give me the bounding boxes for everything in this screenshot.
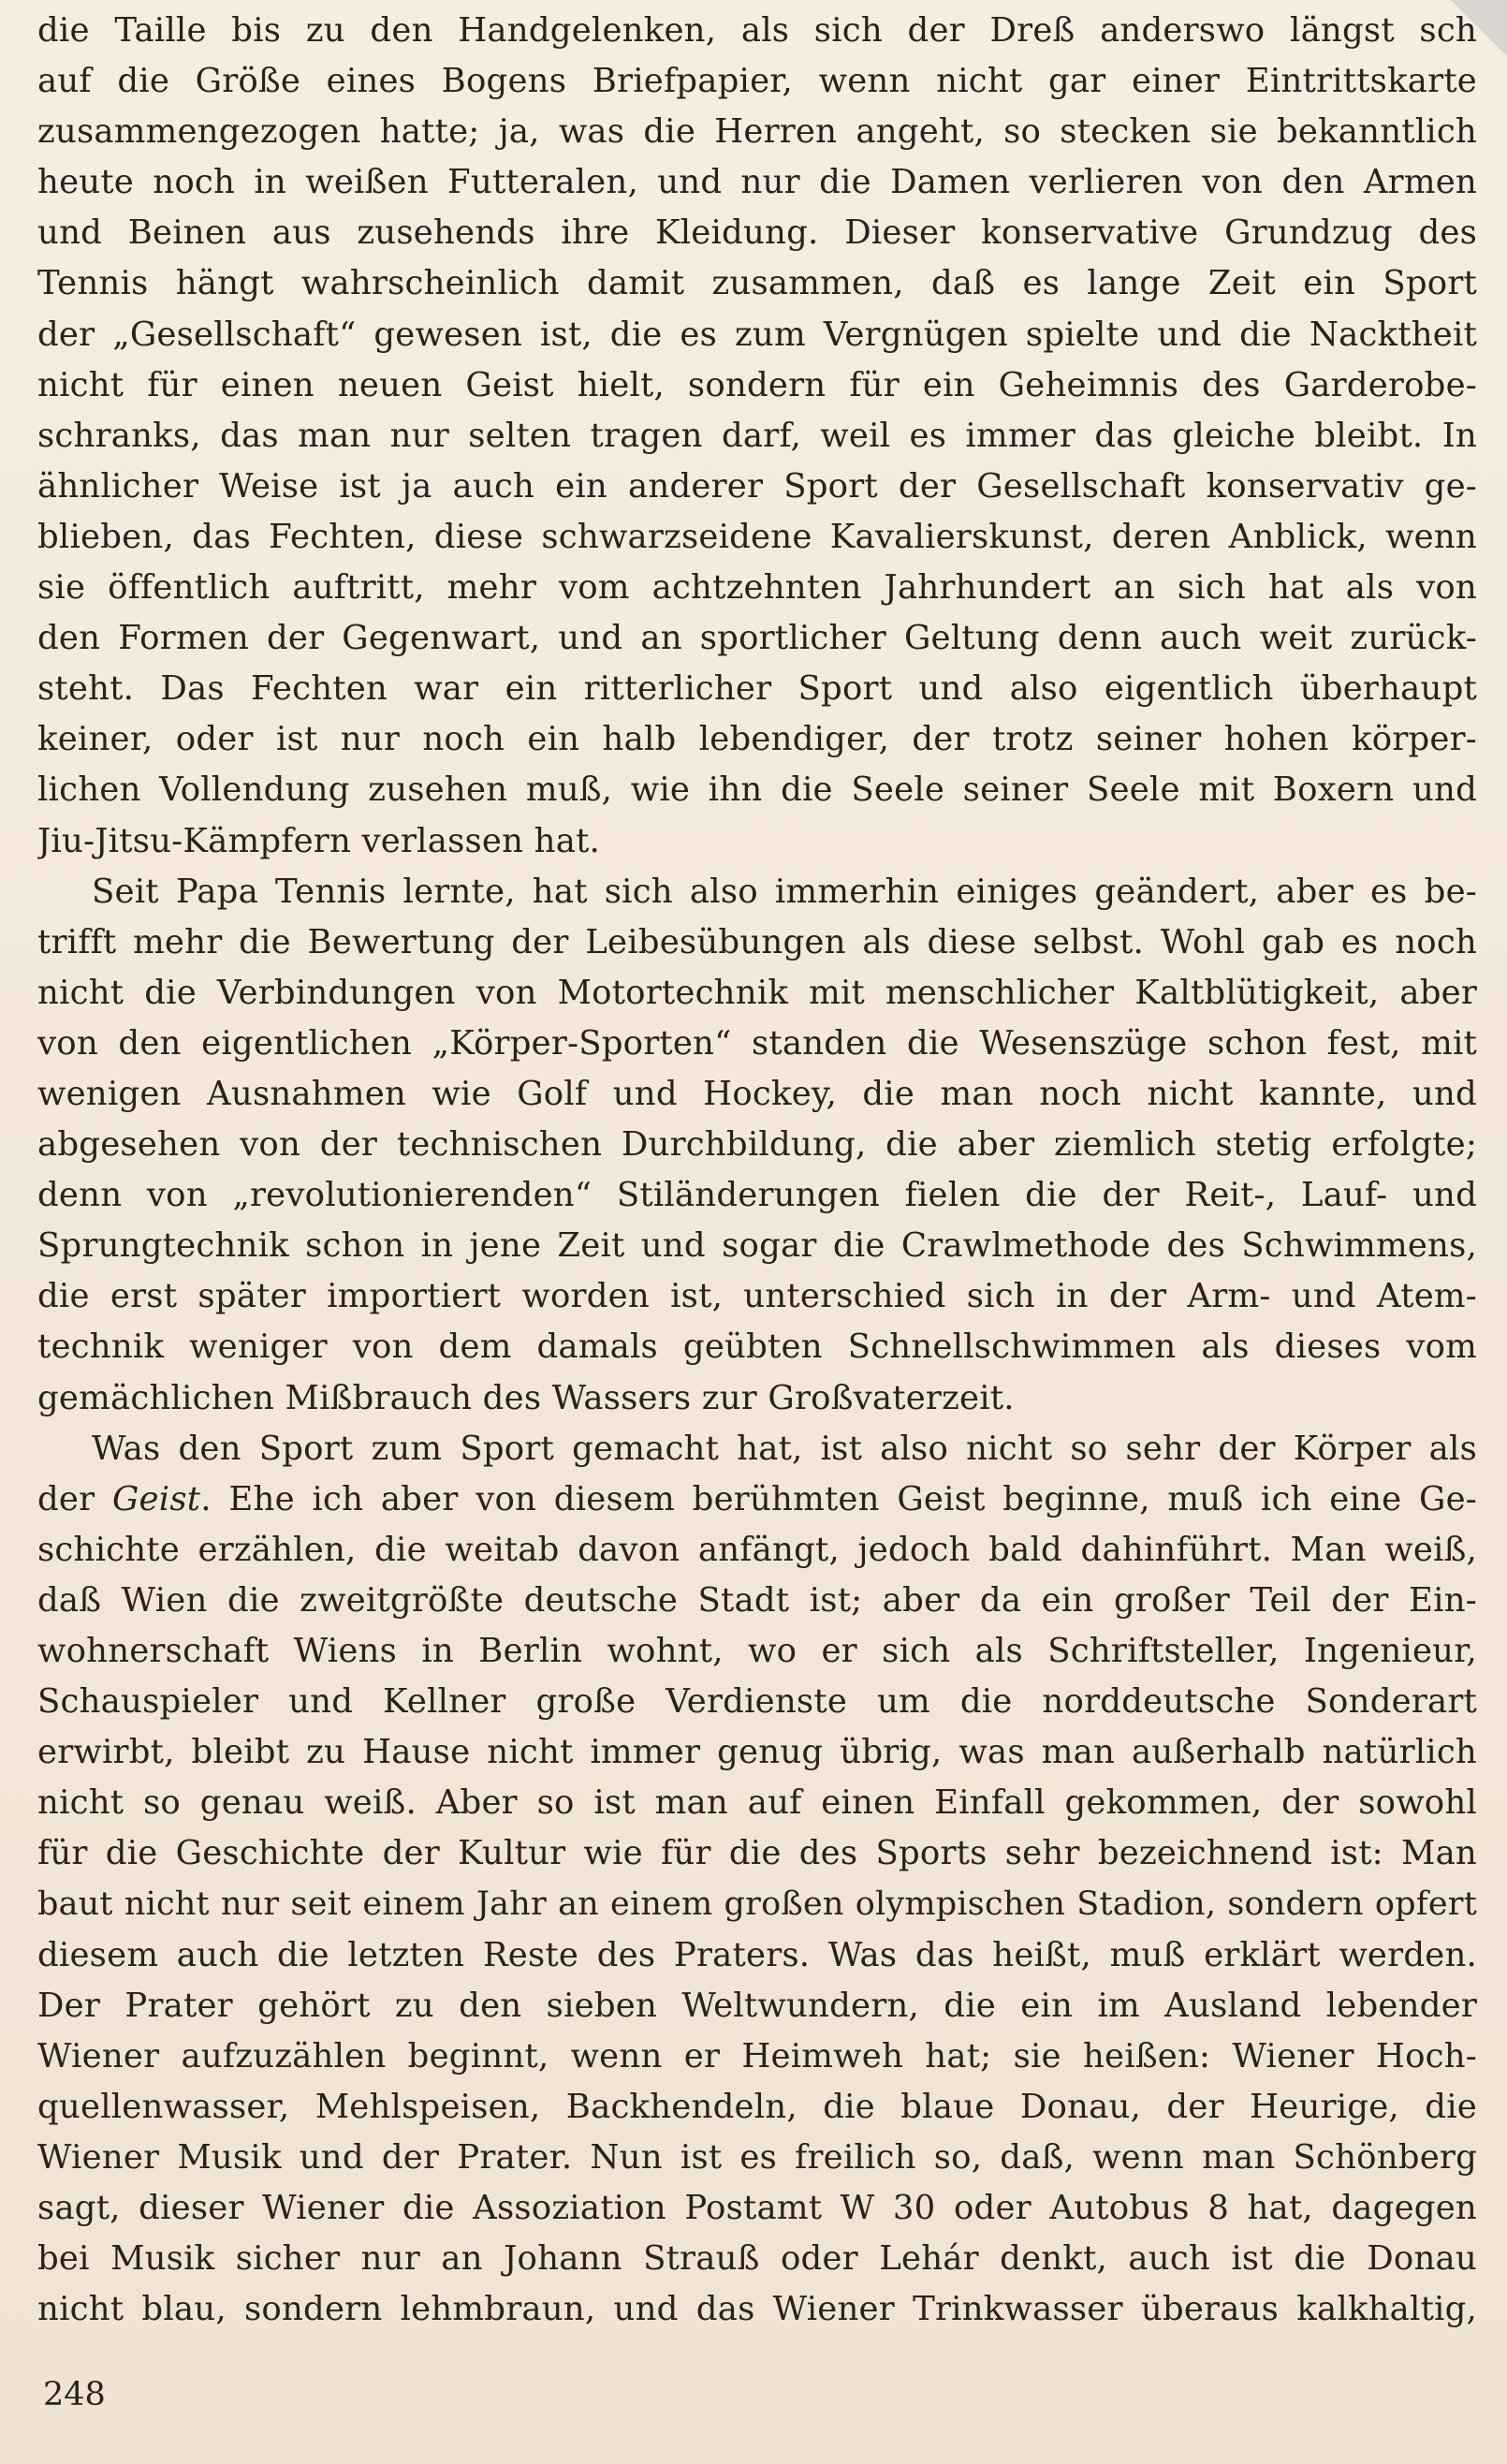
emphasis: Geist — [112, 1479, 201, 1518]
text-line: Schauspieler und Kellner große Verdienste um die norddeutsche Sonderart — [37, 1682, 1477, 1722]
text-line: erwirbt, bleibt zu Hause nicht immer genug übrig, was man außerhalb natürlich — [37, 1733, 1477, 1772]
text-line: wenigen Ausnahmen wie Golf und Hockey, die man noch nicht kannte, und — [37, 1074, 1477, 1113]
text-line: nicht so genau weiß. Aber so ist man auf einen Einfall gekommen, der sowohl — [37, 1783, 1477, 1823]
text-line: nicht die Verbindungen von Motortechnik mit menschlicher Kaltblütigkeit, aber — [37, 973, 1477, 1012]
text-line: Seit Papa Tennis lernte, hat sich also immerhin einiges geändert, aber es be- — [92, 872, 1477, 911]
text-line: Jiu-Jitsu-Kämpfern verlassen hat. — [37, 821, 601, 860]
text-line: Sprungtechnik schon in jene Zeit und sogar die Crawlmethode des Schwimmens, — [37, 1226, 1477, 1266]
text-line: abgesehen von der technischen Durchbildung, die aber ziemlich stetig erfolgte; — [37, 1125, 1477, 1165]
page-number: 248 — [43, 2376, 106, 2413]
text-line: die Taille bis zu den Handgelenken, als sich der Dreß anderswo längst sch — [37, 11, 1477, 50]
text-line: sagt, dieser Wiener die Assoziation Postamt W 30 oder Autobus 8 hat, dagegen — [37, 2189, 1477, 2228]
text-line: quellenwasser, Mehlspeisen, Backhendeln, die blaue Donau, der Heurige, die — [37, 2087, 1477, 2126]
text-line: denn von „revolutionierenden“ Stiländerungen fielen die der Reit-, Lauf- und — [37, 1176, 1477, 1215]
text-line: Wiener Musik und der Prater. Nun ist es freilich so, daß, wenn man Schönberg — [37, 2137, 1477, 2177]
text-line: baut nicht nur seit einem Jahr an einem großen olympischen Stadion, sondern opfert — [37, 1885, 1477, 1924]
text-line: lichen Vollendung zusehen muß, wie ihn die Seele seiner Seele mit Boxern und — [37, 770, 1477, 810]
text-line: ähnlicher Weise ist ja auch ein anderer Sport der Gesellschaft konservativ ge- — [37, 466, 1477, 506]
text-line: heute noch in weißen Futteralen, und nur die Damen verlieren von den Armen — [37, 163, 1477, 202]
body-text — [37, 6, 1477, 2335]
text-line: diesem auch die letzten Reste des Praters. Was das heißt, muß erklärt werden. — [37, 1935, 1477, 1974]
text-line: zusammengezogen hatte; ja, was die Herren angeht, so stecken sie bekanntlich — [37, 112, 1477, 152]
text-line: der Geist. Ehe ich aber von diesem berühmten Geist beginne, muß ich eine Ge- — [37, 1479, 1477, 1518]
text-line: nicht blau, sondern lehmbraun, und das Wiener Trinkwasser überaus kalkhaltig, — [37, 2290, 1477, 2329]
text-line: sie öffentlich auftritt, mehr vom achtzehnten Jahrhundert an sich hat als von — [37, 568, 1477, 608]
text-line: keiner, oder ist nur noch ein halb lebendiger, der trotz seiner hohen körper- — [37, 720, 1477, 759]
text-line: steht. Das Fechten war ein ritterlicher Sport und also eigentlich überhaupt — [37, 669, 1477, 709]
text-line: technik weniger von dem damals geübten Schnellschwimmen als dieses vom — [37, 1327, 1477, 1367]
text-line: nicht für einen neuen Geist hielt, sondern für ein Geheimnis des Garderobe- — [37, 365, 1477, 404]
text-line: Wiener aufzuzählen beginnt, wenn er Heimweh hat; sie heißen: Wiener Hoch- — [37, 2036, 1477, 2075]
text-line: auf die Größe eines Bogens Briefpapier, wenn nicht gar einer Eintrittskarte — [37, 62, 1477, 101]
text-line: den Formen der Gegenwart, und an sportlicher Geltung denn auch weit zurück- — [37, 619, 1477, 658]
text-line: der „Gesellschaft“ gewesen ist, die es zum Vergnügen spielte und die Nacktheit — [37, 315, 1477, 354]
text-line: daß Wien die zweitgrößte deutsche Stadt ist; aber da ein großer Teil der Ein- — [37, 1580, 1477, 1620]
text-line: blieben, das Fechten, diese schwarzseidene Kavalierskunst, deren Anblick, wenn — [37, 517, 1477, 556]
text-line: für die Geschichte der Kultur wie für die des Sports sehr bezeichnend ist: Man — [37, 1834, 1477, 1873]
text-line: und Beinen aus zusehends ihre Kleidung. Dieser konservative Grundzug des — [37, 213, 1477, 253]
text-line: bei Musik sicher nur an Johann Strauß oder Lehár denkt, auch ist die Donau — [37, 2239, 1477, 2279]
text-line: Tennis hängt wahrscheinlich damit zusammen, daß es lange Zeit ein Sport — [37, 264, 1477, 303]
text-line: die erst später importiert worden ist, unterschied sich in der Arm- und Atem- — [37, 1277, 1477, 1316]
text-line: Der Prater gehört zu den sieben Weltwundern, die ein im Ausland lebender — [37, 1986, 1477, 2025]
text-line: gemächlichen Mißbrauch des Wassers zur Großvaterzeit. — [37, 1378, 1015, 1417]
text-line: schichte erzählen, die weitab davon anfängt, jedoch bald dahinführt. Man weiß, — [37, 1530, 1477, 1569]
text-line: wohnerschaft Wiens in Berlin wohnt, wo er sich als Schriftsteller, Ingenieur, — [37, 1632, 1477, 1670]
text-line: schranks, das man nur selten tragen darf, weil es immer das gleiche bleibt. In — [37, 416, 1477, 455]
text-line: trifft mehr die Bewertung der Leibesübungen als diese selbst. Wohl gab es noch — [37, 922, 1477, 961]
text-line: von den eigentlichen „Körper-Sporten“ standen die Wesenszüge schon fest, mit — [37, 1023, 1477, 1063]
text-line: Was den Sport zum Sport gemacht hat, ist also nicht so sehr der Körper als — [92, 1429, 1477, 1468]
